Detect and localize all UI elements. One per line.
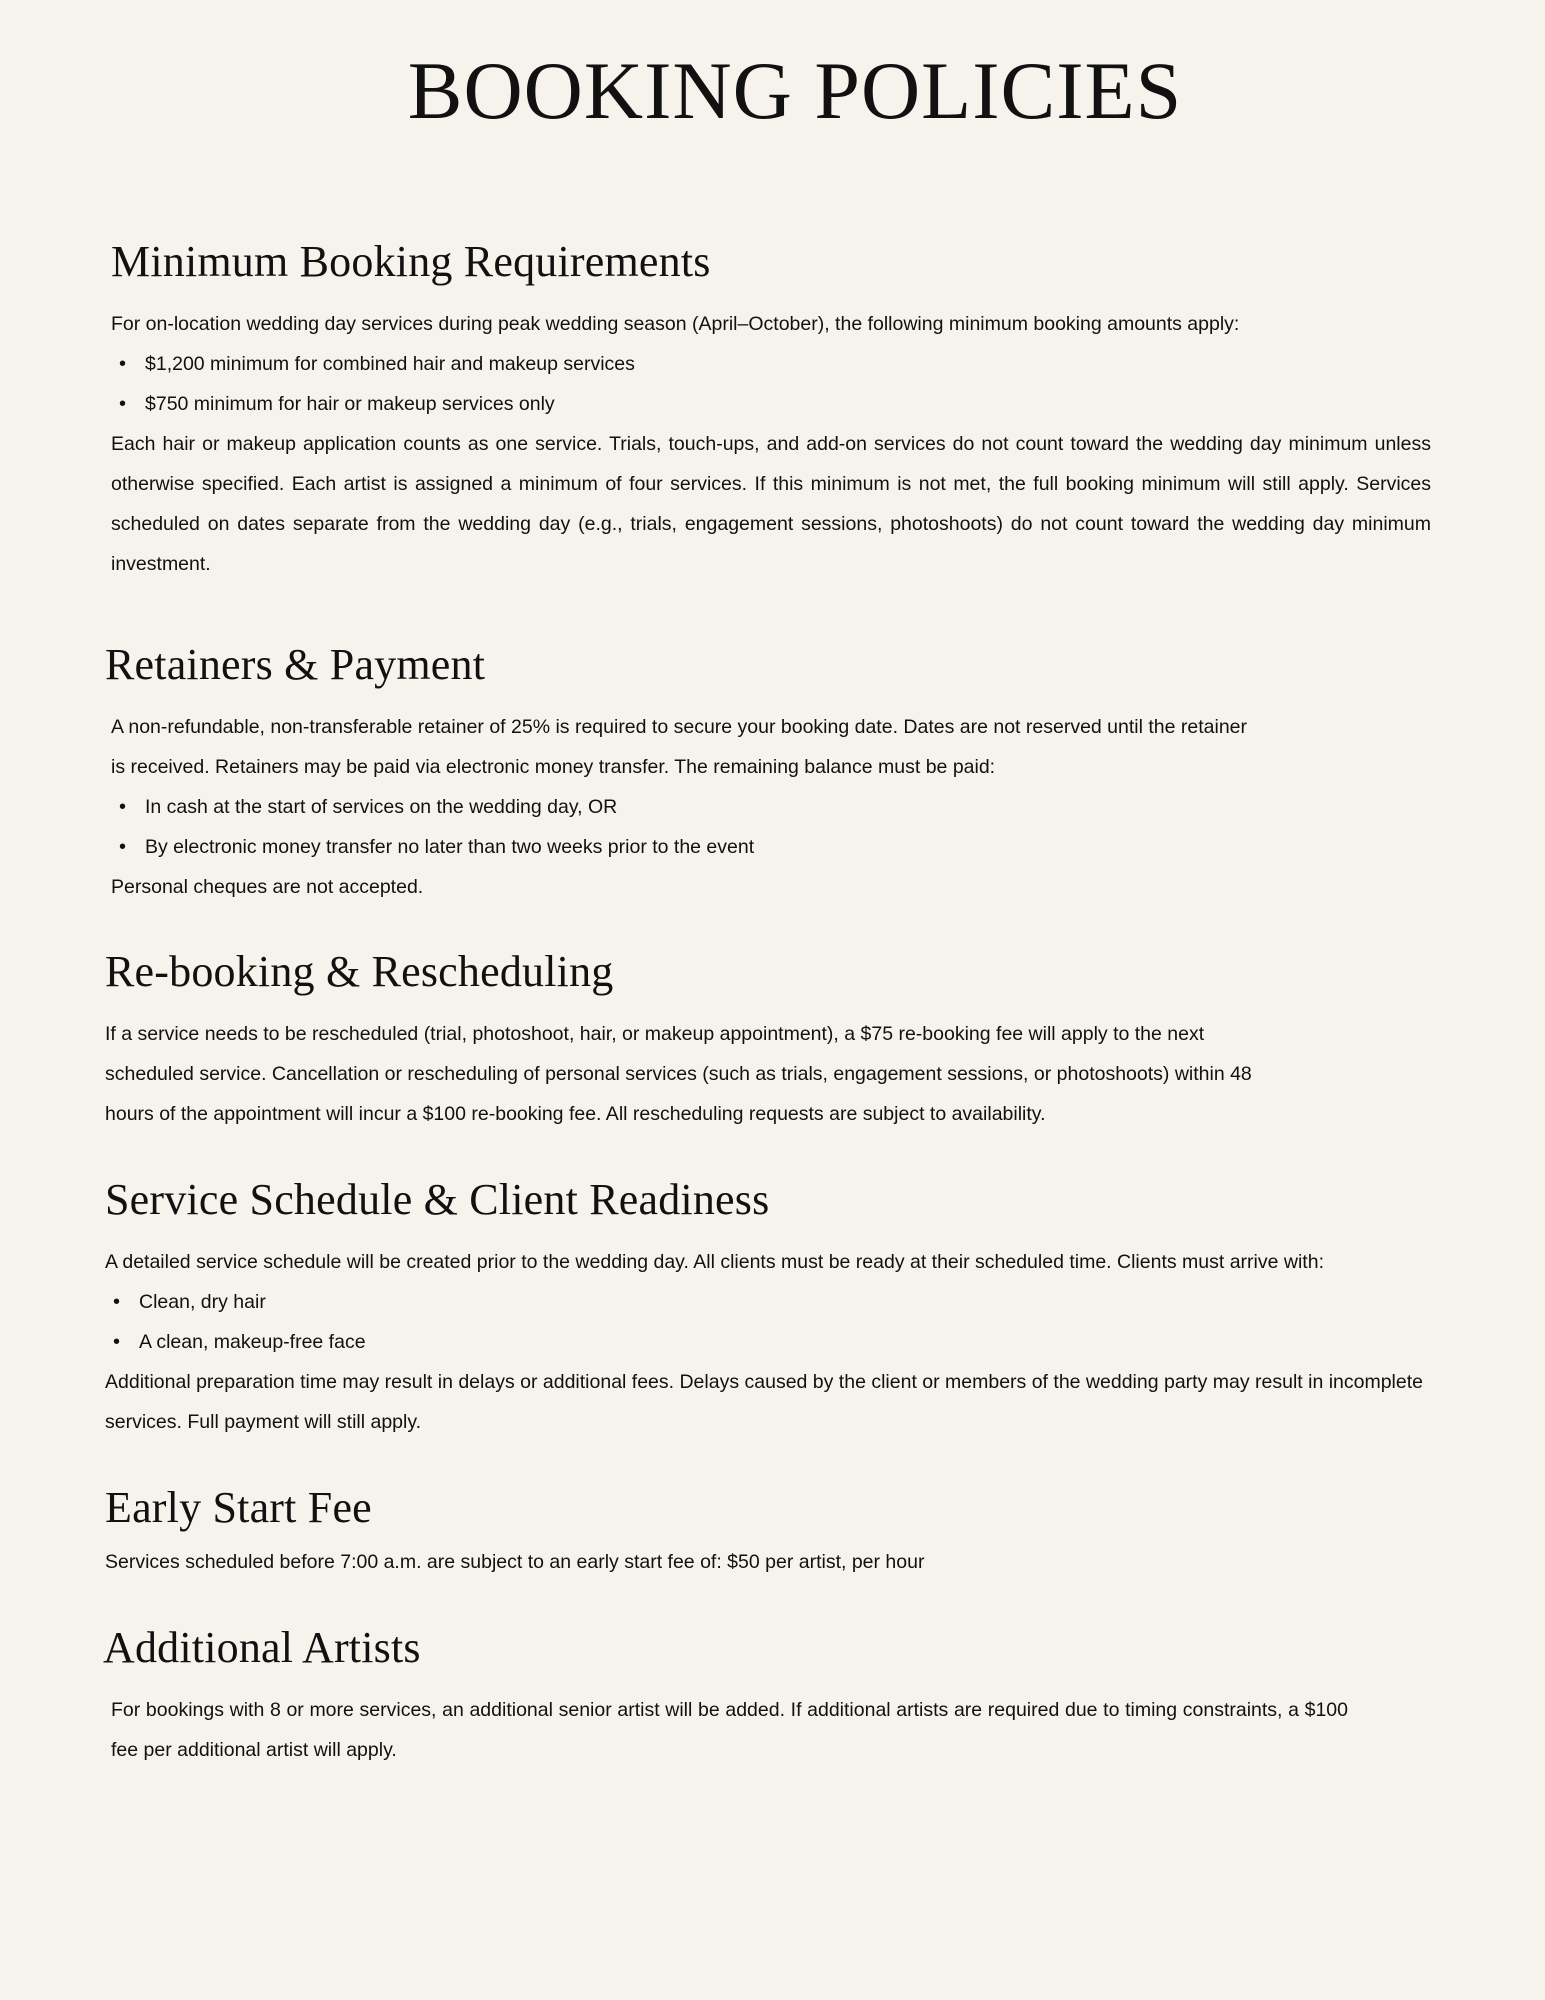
list-item-text: $1,200 minimum for combined hair and makeup services xyxy=(145,353,635,375)
bullet-icon: • xyxy=(119,836,127,858)
bullet-list xyxy=(111,344,1431,424)
section-intro-line: A non-refundable, non-transferable retainer of 25% is required to secure your booking date. Dates are not reserved until the retainer xyxy=(111,716,1248,738)
list-item xyxy=(119,344,1431,384)
section-heading: Minimum Booking Requirements xyxy=(111,237,711,286)
list-item xyxy=(119,827,1435,867)
section-body: Additional preparation time may result in delays or additional fees. Delays caused by the client or members of the wedding party may result in incomplete services. Full payment will still apply. xyxy=(105,1371,1424,1433)
list-item-text: In cash at the start of services on the wedding day, OR xyxy=(145,796,618,818)
section-service-schedule xyxy=(105,1175,1435,1442)
list-item-text: Clean, dry hair xyxy=(139,1291,266,1313)
bullet-icon: • xyxy=(113,1331,121,1353)
list-item xyxy=(113,1322,1435,1362)
list-item-text: A clean, makeup-free face xyxy=(139,1331,366,1353)
bullet-icon: • xyxy=(119,393,127,415)
section-minimum-booking xyxy=(111,237,1431,584)
list-item xyxy=(113,1282,1435,1322)
page-title: BOOKING POLICIES xyxy=(407,45,1183,136)
section-footer: Personal cheques are not accepted. xyxy=(111,876,424,898)
section-heading: Retainers & Payment xyxy=(105,640,486,689)
section-additional-artists xyxy=(103,1623,1435,1770)
section-body: Each hair or makeup application counts as one service. Trials, touch-ups, and add-on services do not count toward the wedding day minimum unless otherwise specified. Each artist is assigned a minimum of four services. If this minimum is not met, the full booking minimum will still apply. Services scheduled on dates separate from the wedding day (e.g., trials, engagement sessions, photoshoots) do not count toward the wedding day minimum investment. xyxy=(111,433,1431,575)
section-heading: Early Start Fee xyxy=(105,1483,372,1532)
section-heading: Additional Artists xyxy=(103,1623,421,1672)
section-body-line: hours of the appointment will incur a $100 re-booking fee. All rescheduling requests are subject to availability. xyxy=(105,1103,1046,1125)
section-heading: Service Schedule & Client Readiness xyxy=(105,1175,770,1224)
section-body-line: If a service needs to be rescheduled (trial, photoshoot, hair, or makeup appointment), a $75 re-booking fee will apply to the next xyxy=(105,1023,1205,1045)
section-intro-line: is received. Retainers may be paid via electronic money transfer. The remaining balance must be paid: xyxy=(111,756,996,778)
list-item xyxy=(119,787,1435,827)
bullet-icon: • xyxy=(119,353,127,375)
list-item xyxy=(119,384,1431,424)
section-body: Services scheduled before 7:00 a.m. are subject to an early start fee of: $50 per artist, per hour xyxy=(105,1551,925,1573)
section-body-line: scheduled service. Cancellation or rescheduling of personal services (such as trials, engagement sessions, or photoshoots) within 48 xyxy=(105,1063,1252,1085)
section-rebooking-rescheduling xyxy=(105,947,1435,1134)
bullet-list xyxy=(111,787,1435,867)
section-intro: A detailed service schedule will be created prior to the wedding day. All clients must be ready at their scheduled time. Clients must arrive with: xyxy=(105,1251,1324,1273)
section-intro: For on-location wedding day services during peak wedding season (April–October), the following minimum booking amounts apply: xyxy=(111,313,1240,335)
bullet-icon: • xyxy=(113,1291,121,1313)
list-item-text: $750 minimum for hair or makeup services only xyxy=(145,393,555,415)
section-retainers-payment xyxy=(105,640,1435,907)
section-early-start-fee xyxy=(105,1483,1435,1582)
list-item-text: By electronic money transfer no later than two weeks prior to the event xyxy=(145,836,755,858)
bullet-list xyxy=(105,1282,1435,1362)
bullet-icon: • xyxy=(119,796,127,818)
section-heading: Re-booking & Rescheduling xyxy=(105,947,614,996)
section-body: For bookings with 8 or more services, an additional senior artist will be added. If additional artists are required due to timing constraints, a $100 fee per additional artist will apply. xyxy=(111,1699,1348,1761)
